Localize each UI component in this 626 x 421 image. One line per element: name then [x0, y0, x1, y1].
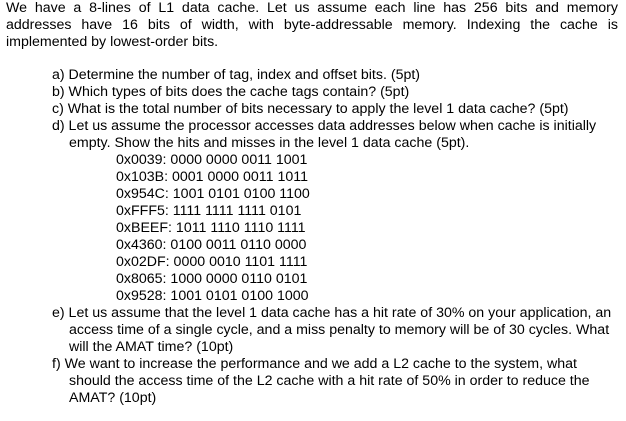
question-a: a) Determine the number of tag, index and offset bits. (5pt)	[52, 67, 421, 83]
address-item: 0x8065: 1000 0000 0110 0101	[116, 271, 308, 287]
address-item: 0x954C: 1001 0101 0100 1100	[116, 186, 310, 202]
question-f: f) We want to increase the performance and we add a L2 cache to the system, what should the access time of the L2 cache with a hit rate of 50% in order to reduce the AMAT? (10pt)	[52, 356, 590, 406]
address-item: 0x9528: 1001 0101 0100 1000	[116, 288, 309, 304]
address-item: 0xBEEF: 1011 1110 1110 1111	[116, 220, 306, 236]
address-list	[116, 152, 618, 305]
question-list	[52, 67, 618, 407]
address-item: 0x02DF: 0000 0010 1101 1111	[116, 254, 308, 270]
question-b: b) Which types of bits does the cache tags contain? (5pt)	[52, 84, 410, 100]
address-item: 0x4360: 0100 0011 0110 0000	[116, 237, 307, 253]
address-item: 0xFFF5: 1111 1111 1111 0101	[116, 203, 302, 219]
address-item: 0x0039: 0000 0000 0011 1001	[116, 152, 308, 168]
address-item: 0x103B: 0001 0000 0011 1011	[116, 169, 308, 185]
question-c: c) What is the total number of bits necessary to apply the level 1 data cache? (5pt)	[52, 101, 569, 117]
problem-intro: We have a 8-lines of L1 data cache. Let us assume each line has 256 bits and memory addresses have 16 bits of width, with byte-addressable memory. Indexing the cache is implemented by lowest-order bits.	[6, 0, 618, 50]
question-d: d) Let us assume the processor accesses data addresses below when cache is initially empty. Show the hits and misses in the level 1 data cache (5pt).	[52, 118, 597, 151]
question-e: e) Let us assume that the level 1 data cache has a hit rate of 30% on your application, an access time of a single cycle, and a miss penalty to memory will be of 30 cycles. What will the AMAT time? (10pt)	[52, 305, 612, 355]
